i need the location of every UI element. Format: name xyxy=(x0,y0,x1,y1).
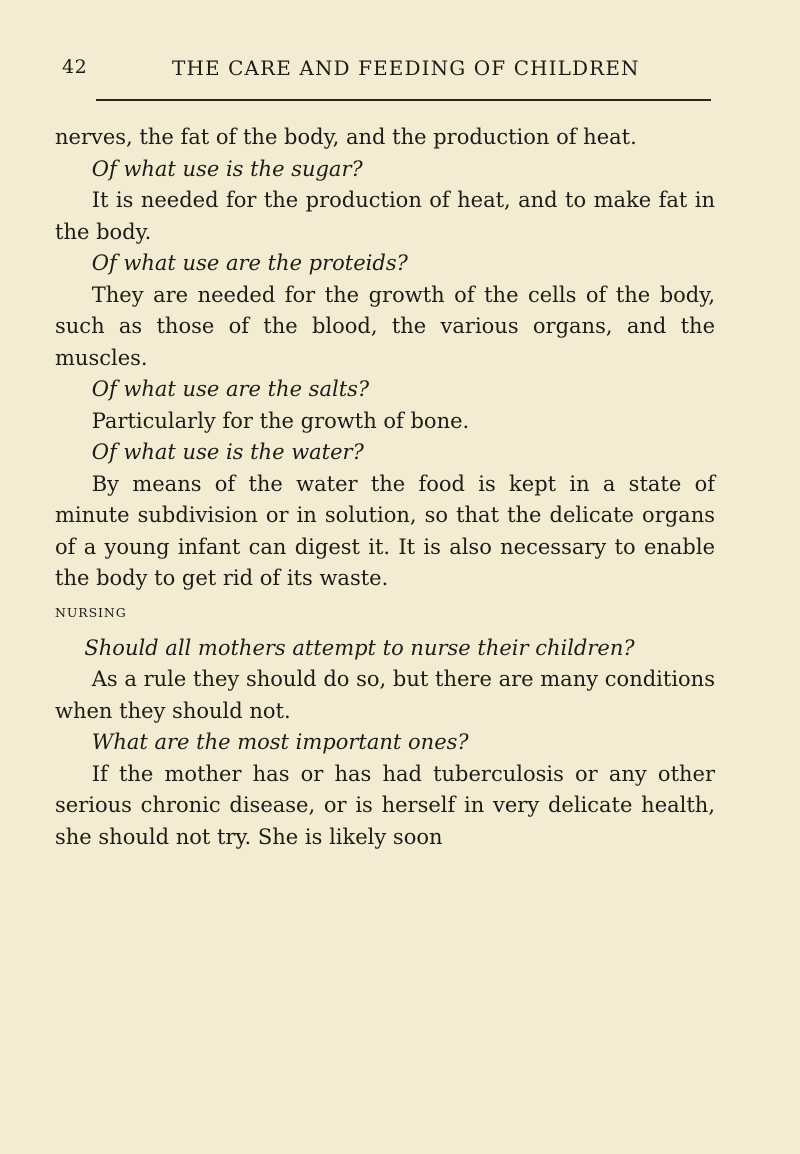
answer-salts: Particularly for the growth of bone. xyxy=(91,408,470,433)
section-heading: NURSING xyxy=(55,604,127,620)
page-body xyxy=(55,122,715,853)
question-nurse: Should all mothers attempt to nurse their children? xyxy=(84,635,635,660)
answer-sugar: It is needed for the production of heat, and to make fat in the body. xyxy=(55,188,715,244)
page-header xyxy=(62,56,712,92)
running-title: THE CARE AND FEEDING OF CHILDREN xyxy=(172,56,640,80)
question-proteids: Of what use are the proteids? xyxy=(91,251,408,275)
answer-proteids: They are needed for the growth of the cells of the body, such as those of the blood, the various organs, and the muscles. xyxy=(55,282,715,370)
question-salts: Of what use are the salts? xyxy=(91,377,370,401)
answer-water: By means of the water the food is kept in a state of minute subdivision or in solution, so that the delicate organs of a young infant can digest it. It is also necessary to enable the body to get rid of its waste. xyxy=(55,471,715,590)
page-number: 42 xyxy=(62,56,88,78)
answer-important: If the mother has or has had tuberculosis or any other serious chronic disease, or is herself in very delicate health, she should not try. She is likely soon xyxy=(55,761,715,849)
question-sugar: Of what use is the sugar? xyxy=(91,156,363,181)
answer-nurse: As a rule they should do so, but there are many conditions when they should not. xyxy=(55,667,715,723)
question-important: What are the most important ones? xyxy=(91,730,469,754)
header-rule xyxy=(96,99,711,101)
continuation-paragraph: nerves, the fat of the body, and the production of heat. xyxy=(55,125,637,149)
question-water: Of what use is the water? xyxy=(91,440,364,464)
